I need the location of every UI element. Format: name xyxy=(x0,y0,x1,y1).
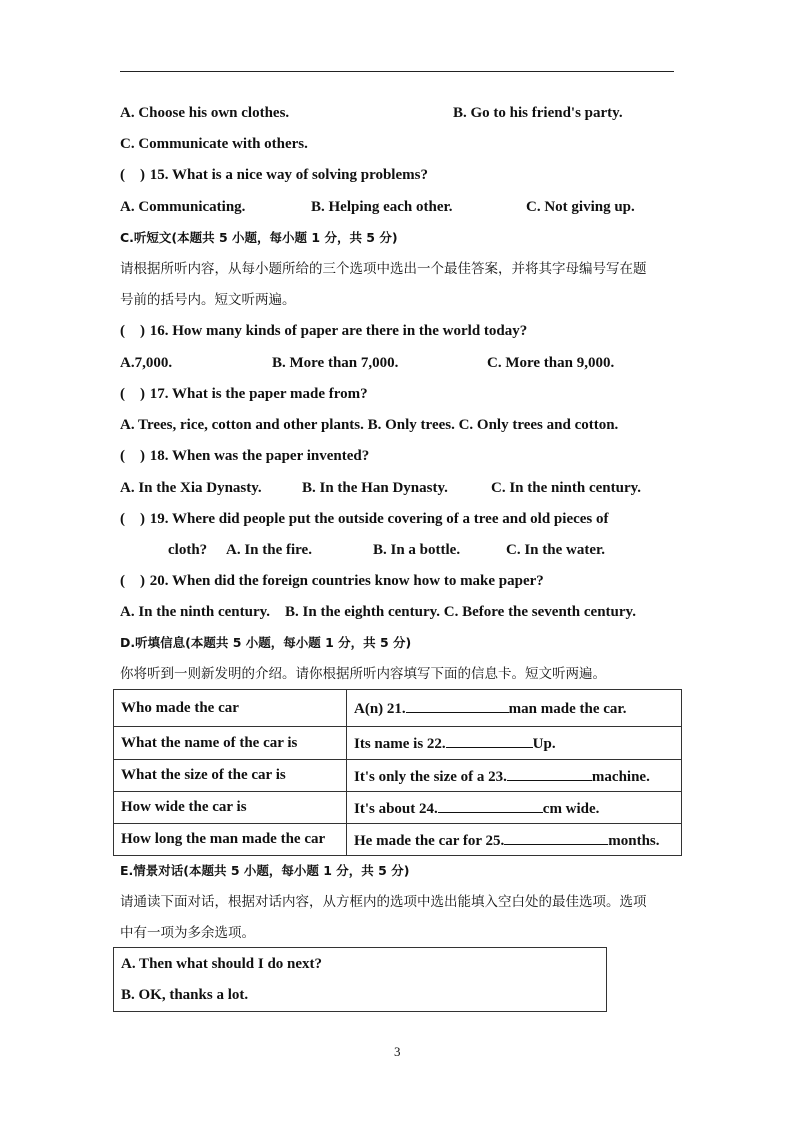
cell-text-after: Up. xyxy=(532,736,556,752)
q15-option-a: A. Communicating. xyxy=(120,199,246,215)
q14-option-b: B. Go to his friend's party. xyxy=(453,105,623,121)
q20-options: A. In the ninth century. B. In the eighth century. C. Before the seventh century. xyxy=(120,604,636,620)
question-19 xyxy=(120,510,609,528)
cell-text-after: man made the car. xyxy=(508,701,627,717)
table-cell-label: What the name of the car is xyxy=(114,727,347,760)
table-row xyxy=(114,690,682,727)
question-16 xyxy=(120,322,527,340)
q19-option-c: C. In the water. xyxy=(506,542,606,558)
fill-blank-21[interactable] xyxy=(406,698,509,713)
option-b: B. OK, thanks a lot. xyxy=(121,987,249,1003)
info-card-table xyxy=(113,689,682,856)
table-cell-label: How wide the car is xyxy=(114,792,347,824)
section-c-heading: C.听短文(本题共 5 小题，每小题 1 分，共 5 分) xyxy=(120,230,398,245)
table-cell-answer xyxy=(347,727,682,760)
question-17 xyxy=(120,385,368,403)
table-cell-answer xyxy=(347,690,682,727)
answer-bracket[interactable]: ( ) xyxy=(120,448,145,464)
table-cell-answer xyxy=(347,792,682,824)
table-cell-answer xyxy=(347,760,682,792)
answer-bracket[interactable]: ( ) xyxy=(120,323,145,339)
q18-option-b: B. In the Han Dynasty. xyxy=(302,480,448,496)
q18-option-a: A. In the Xia Dynasty. xyxy=(120,480,262,496)
option-a: A. Then what should I do next? xyxy=(121,956,323,972)
question-18 xyxy=(120,447,369,465)
question-stem: 17. What is the paper made from? xyxy=(149,386,368,402)
table-cell-answer xyxy=(347,824,682,856)
question-stem: 16. How many kinds of paper are there in the world today? xyxy=(149,323,528,339)
cell-text-before: He made the car for 25. xyxy=(354,832,505,849)
fill-blank-25[interactable] xyxy=(504,830,608,845)
fill-blank-24[interactable] xyxy=(438,798,543,813)
question-stem: 19. Where did people put the outside covering of a tree and old pieces of xyxy=(149,511,609,527)
table-cell-label: Who made the car xyxy=(114,690,347,727)
q14-option-a: A. Choose his own clothes. xyxy=(120,105,290,121)
options-box xyxy=(113,947,607,1012)
header-rule xyxy=(120,71,674,72)
cell-text-before: Its name is 22. xyxy=(354,736,446,752)
table-row xyxy=(114,727,682,760)
section-c-instruction-2: 号前的括号内。短文听两遍。 xyxy=(120,292,296,308)
q16-option-c: C. More than 9,000. xyxy=(487,355,615,371)
cell-text-after: cm wide. xyxy=(542,800,600,817)
table-cell-label: What the size of the car is xyxy=(114,760,347,792)
question-15 xyxy=(120,166,428,184)
table-row xyxy=(114,760,682,792)
table-row xyxy=(114,824,682,856)
cell-text-before: A(n) 21. xyxy=(354,701,406,717)
cell-text-before: It's only the size of a 23. xyxy=(354,768,507,785)
fill-blank-23[interactable] xyxy=(507,766,592,781)
answer-bracket[interactable]: ( ) xyxy=(120,167,145,183)
answer-bracket[interactable]: ( ) xyxy=(120,511,145,527)
answer-bracket[interactable]: ( ) xyxy=(120,573,145,589)
page-number: 3 xyxy=(394,1044,401,1059)
q16-option-a: A.7,000. xyxy=(120,355,173,371)
section-e-heading: E.情景对话(本题共 5 小题，每小题 1 分，共 5 分) xyxy=(120,863,410,878)
table-cell-label: How long the man made the car xyxy=(114,824,347,856)
question-stem: 15. What is a nice way of solving problems? xyxy=(149,167,428,183)
section-e-instruction-1: 请通读下面对话，根据对话内容，从方框内的选项中选出能填入空白处的最佳选项。选项 xyxy=(120,894,647,910)
section-c-instruction-1: 请根据所听内容，从每小题所给的三个选项中选出一个最佳答案，并将其字母编号写在题 xyxy=(120,261,647,277)
q19-option-b: B. In a bottle. xyxy=(373,542,461,558)
section-e-instruction-2: 中有一项为多余选项。 xyxy=(120,925,255,941)
cell-text-before: It's about 24. xyxy=(354,800,438,817)
section-d-heading: D.听填信息(本题共 5 小题，每小题 1 分，共 5 分) xyxy=(120,635,412,650)
q17-options: A. Trees, rice, cotton and other plants. B. Only trees. C. Only trees and cotton. xyxy=(120,417,619,433)
cell-text-after: machine. xyxy=(591,768,650,785)
q14-option-c: C. Communicate with others. xyxy=(120,136,308,152)
q18-option-c: C. In the ninth century. xyxy=(491,480,642,496)
fill-blank-22[interactable] xyxy=(446,733,533,748)
q19-option-a: A. In the fire. xyxy=(226,542,312,558)
cell-text-after: months. xyxy=(608,832,660,849)
question-stem: 20. When did the foreign countries know how to make paper? xyxy=(149,573,544,589)
q19-stem-continued: cloth? xyxy=(168,542,208,558)
answer-bracket[interactable]: ( ) xyxy=(120,386,145,402)
q15-option-b: B. Helping each other. xyxy=(311,199,453,215)
q15-option-c: C. Not giving up. xyxy=(526,199,635,215)
question-stem: 18. When was the paper invented? xyxy=(149,448,370,464)
table-row xyxy=(114,792,682,824)
q16-option-b: B. More than 7,000. xyxy=(272,355,399,371)
section-d-instruction: 你将听到一则新发明的介绍。请你根据所听内容填写下面的信息卡。短文听两遍。 xyxy=(120,666,606,682)
question-20 xyxy=(120,572,544,590)
